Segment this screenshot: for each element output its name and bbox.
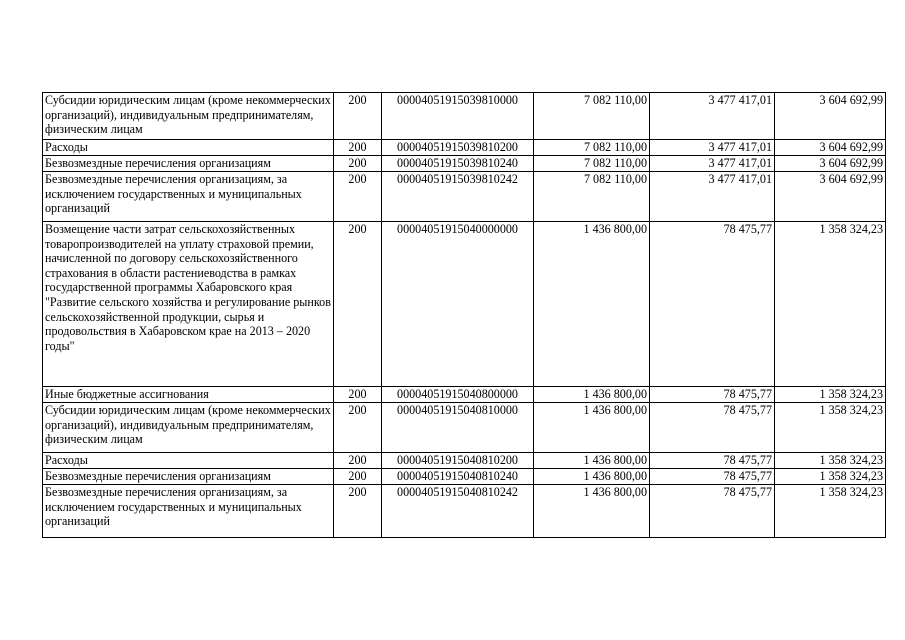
table-body [43,93,886,538]
executed-amount-cell: 78 475,77 [650,453,775,469]
budget-classification-code-cell: 00004051915039810000 [382,93,534,140]
expense-name-cell: Возмещение части затрат сельскохозяйственных товаропроизводителей на уплату страховой премии, начисленной по договору сельскохозяйственного страхования в области растениеводства в рамках государственной программы Хабаровского края "Развитие сельского хозяйства и регулирование рынков сельскохозяйственной продукции, сырья и продовольствия в Хабаровском крае на 2013 – 2020 годы" [43,222,334,387]
budget-classification-code-cell: 00004051915040810000 [382,403,534,453]
executed-amount-cell: 3 477 417,01 [650,156,775,172]
expense-name-cell: Безвозмездные перечисления организациям [43,156,334,172]
line-code-cell: 200 [334,453,382,469]
expense-name-cell: Субсидии юридическим лицам (кроме некоммерческих организаций), индивидуальным предпринимателям, физическим лицам [43,93,334,140]
unexecuted-amount-cell: 1 358 324,23 [775,222,886,387]
budget-classification-code-cell: 00004051915039810240 [382,156,534,172]
budget-classification-code-cell: 00004051915040000000 [382,222,534,387]
budget-execution-table [42,92,886,538]
expense-name-cell: Расходы [43,453,334,469]
line-code-cell: 200 [334,403,382,453]
executed-amount-cell: 3 477 417,01 [650,140,775,156]
table-row [43,156,886,172]
line-code-cell: 200 [334,140,382,156]
unexecuted-amount-cell: 3 604 692,99 [775,93,886,140]
executed-amount-cell: 78 475,77 [650,485,775,538]
approved-amount-cell: 1 436 800,00 [534,403,650,453]
expense-name-cell: Субсидии юридическим лицам (кроме некоммерческих организаций), индивидуальным предпринимателям, физическим лицам [43,403,334,453]
line-code-cell: 200 [334,222,382,387]
approved-amount-cell: 7 082 110,00 [534,156,650,172]
executed-amount-cell: 78 475,77 [650,387,775,403]
line-code-cell: 200 [334,156,382,172]
table-row [43,222,886,387]
approved-amount-cell: 1 436 800,00 [534,387,650,403]
unexecuted-amount-cell: 3 604 692,99 [775,172,886,222]
executed-amount-cell: 78 475,77 [650,222,775,387]
unexecuted-amount-cell: 1 358 324,23 [775,469,886,485]
approved-amount-cell: 1 436 800,00 [534,485,650,538]
budget-classification-code-cell: 00004051915039810242 [382,172,534,222]
line-code-cell: 200 [334,93,382,140]
expense-name-cell: Безвозмездные перечисления организациям, за исключением государственных и муниципальных организаций [43,172,334,222]
line-code-cell: 200 [334,387,382,403]
budget-classification-code-cell: 00004051915040800000 [382,387,534,403]
unexecuted-amount-cell: 1 358 324,23 [775,485,886,538]
executed-amount-cell: 78 475,77 [650,403,775,453]
approved-amount-cell: 1 436 800,00 [534,453,650,469]
table-row [43,140,886,156]
budget-classification-code-cell: 00004051915040810242 [382,485,534,538]
expense-name-cell: Иные бюджетные ассигнования [43,387,334,403]
executed-amount-cell: 3 477 417,01 [650,172,775,222]
expense-name-cell: Безвозмездные перечисления организациям [43,469,334,485]
line-code-cell: 200 [334,485,382,538]
table-row [43,387,886,403]
approved-amount-cell: 1 436 800,00 [534,222,650,387]
table-row [43,485,886,538]
unexecuted-amount-cell: 3 604 692,99 [775,156,886,172]
expense-name-cell: Расходы [43,140,334,156]
approved-amount-cell: 7 082 110,00 [534,172,650,222]
unexecuted-amount-cell: 1 358 324,23 [775,387,886,403]
table-row [43,172,886,222]
expense-name-cell: Безвозмездные перечисления организациям, за исключением государственных и муниципальных организаций [43,485,334,538]
budget-classification-code-cell: 00004051915040810240 [382,469,534,485]
budget-classification-code-cell: 00004051915040810200 [382,453,534,469]
line-code-cell: 200 [334,469,382,485]
table-row [43,403,886,453]
approved-amount-cell: 7 082 110,00 [534,93,650,140]
table-row [43,93,886,140]
unexecuted-amount-cell: 3 604 692,99 [775,140,886,156]
executed-amount-cell: 78 475,77 [650,469,775,485]
unexecuted-amount-cell: 1 358 324,23 [775,403,886,453]
budget-classification-code-cell: 00004051915039810200 [382,140,534,156]
executed-amount-cell: 3 477 417,01 [650,93,775,140]
approved-amount-cell: 1 436 800,00 [534,469,650,485]
approved-amount-cell: 7 082 110,00 [534,140,650,156]
line-code-cell: 200 [334,172,382,222]
unexecuted-amount-cell: 1 358 324,23 [775,453,886,469]
table-row [43,453,886,469]
table-row [43,469,886,485]
